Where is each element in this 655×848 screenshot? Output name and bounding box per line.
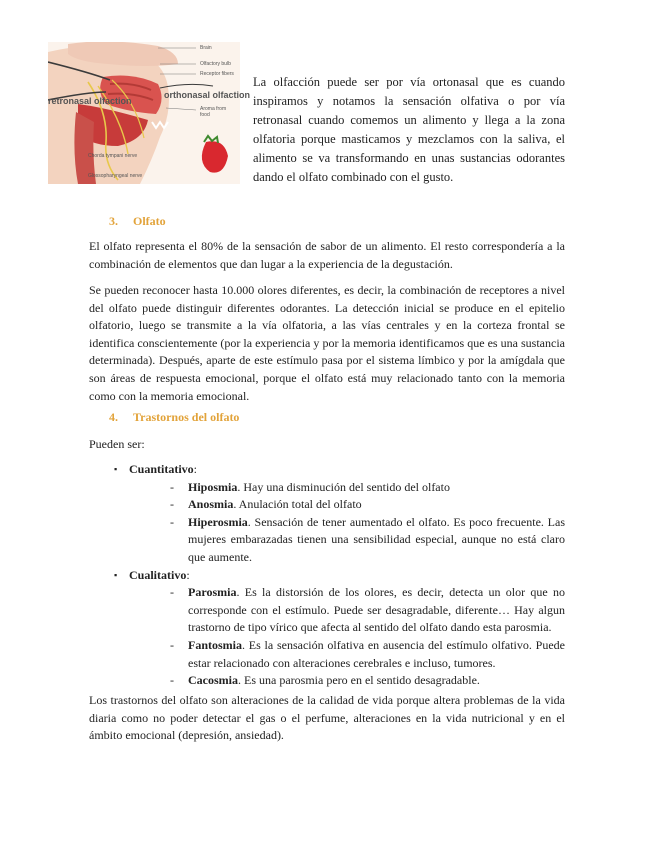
term: Fantosmia bbox=[188, 637, 242, 652]
dash-marker: - bbox=[170, 673, 174, 688]
section-3-number: 3. bbox=[109, 214, 118, 228]
label-retronasal: retronasal olfaction bbox=[48, 96, 132, 106]
list-item bbox=[129, 514, 565, 567]
definition: . Sensación de tener aumentado el olfato. Es poco frecuente. Las mujeres embarazadas tienen una sensibilidad especial, aunque no está claro que aumente. bbox=[188, 514, 565, 564]
list-item bbox=[129, 479, 565, 497]
closing-paragraph: Los trastornos del olfato son alteraciones de la calidad de vida porque altera problemas de la vida diaria como no poder detectar el gas o el perfume, alteraciones en la vida nutricional y en el ámbito emocional (depresión, ansiedad). bbox=[89, 693, 565, 743]
trastornos-intro: Pueden ser: bbox=[89, 437, 145, 451]
label-receptor-fibers: Receptor fibers bbox=[200, 71, 234, 77]
label-glossopharyngeal: Glossopharyngeal nerve bbox=[88, 173, 143, 179]
intro-paragraph: La olfacción puede ser por vía ortonasal que es cuando inspiramos y notamos la sensación olfativa o por vía retronasal cuando comemos un alimento y llega a la zona olfatoria porque masticamos y mezclamos con la saliva, el alimento se va transformando en unas sustancias odorantes dando el olfato combinado con el gusto. bbox=[253, 75, 565, 184]
definition: . Anulación total del olfato bbox=[233, 497, 362, 512]
category-suffix: : bbox=[186, 567, 190, 582]
section-4-heading bbox=[109, 410, 239, 425]
section-3-title: Olfato bbox=[133, 214, 166, 228]
term: Parosmia bbox=[188, 585, 237, 600]
definition: . Es la distorsión de los olores, es decir, detecta un olor que no corresponde con el estímulo. Puede ser desagradable, diferente… Hay algun trastorno de tipo vírico que afecta al sentido del olfato dando esta parosmia. bbox=[188, 585, 565, 635]
section-4-title: Trastornos del olfato bbox=[133, 410, 240, 424]
dash-marker: - bbox=[170, 479, 174, 494]
square-bullet-icon: ▪ bbox=[114, 464, 118, 474]
dash-marker: - bbox=[170, 585, 174, 600]
term: Hiposmia bbox=[188, 479, 238, 494]
label-olfactory-bulb: Olfactory bulb bbox=[200, 61, 231, 67]
square-bullet-icon: ▪ bbox=[114, 569, 118, 580]
label-orthonasal: orthonasal olfaction bbox=[164, 90, 251, 100]
category-label: Cuantitativo bbox=[129, 462, 194, 476]
term: Hiperosmia bbox=[188, 514, 248, 529]
dash-marker: - bbox=[170, 514, 174, 529]
category-label: Cualitativo bbox=[129, 567, 187, 582]
olfato-paragraph-1: El olfato representa el 80% de la sensación de sabor de un alimento. El resto correspondería a la combinación de elementos que dan lugar a la experiencia de la degustación. bbox=[89, 239, 565, 271]
category-cuantitativo bbox=[89, 461, 565, 567]
label-chorda-tympani: Chorda tympani nerve bbox=[88, 153, 138, 159]
list-item bbox=[129, 584, 565, 637]
category-suffix: : bbox=[193, 462, 198, 476]
cuantitativo-items bbox=[129, 479, 565, 567]
definition: . Es una parosmia pero en el sentido desagradable. bbox=[238, 673, 480, 688]
olfato-paragraph-2: Se pueden reconocer hasta 10.000 olores diferentes, es decir, la combinación de receptores a nivel del olfato puede distinguir diferentes odorantes. La detección inicial se produce en el epitelio olfatorio, luego se transmite a la vía olfatoria, a las vías centrales y en la corteza frontal se identifica conscientemente (por la experiencia y por la memoria identificamos que es una sustancia determinada). Después, aparte de este estímulo pasa por el sistema límbico y por la amígdala que son áreas de respuesta emocional, porque el olfato está muy relacionado tanto con la memoria como con la memoria emocional. bbox=[89, 283, 565, 403]
list-item bbox=[129, 637, 565, 672]
list-item bbox=[129, 672, 565, 690]
section-4-number: 4. bbox=[109, 410, 118, 424]
definition: . Es la sensación olfativa en ausencia del estímulo olfativo. Puede estar relacionado con alteraciones cerebrales e incluso, tumores. bbox=[188, 637, 565, 670]
category-cualitativo bbox=[89, 567, 565, 690]
dash-marker: - bbox=[170, 637, 174, 652]
section-3-heading bbox=[109, 214, 166, 229]
disorders-list bbox=[89, 461, 565, 690]
definition: . Hay una disminución del sentido del olfato bbox=[237, 479, 450, 494]
list-item bbox=[129, 496, 565, 514]
olfaction-diagram bbox=[48, 42, 251, 184]
dash-marker: - bbox=[170, 497, 174, 512]
term: Anosmia bbox=[188, 497, 234, 512]
cualitativo-items bbox=[129, 584, 565, 690]
term: Cacosmia bbox=[188, 673, 238, 688]
label-aroma: Aroma from food bbox=[200, 106, 227, 118]
label-brain: Brain bbox=[200, 45, 212, 51]
